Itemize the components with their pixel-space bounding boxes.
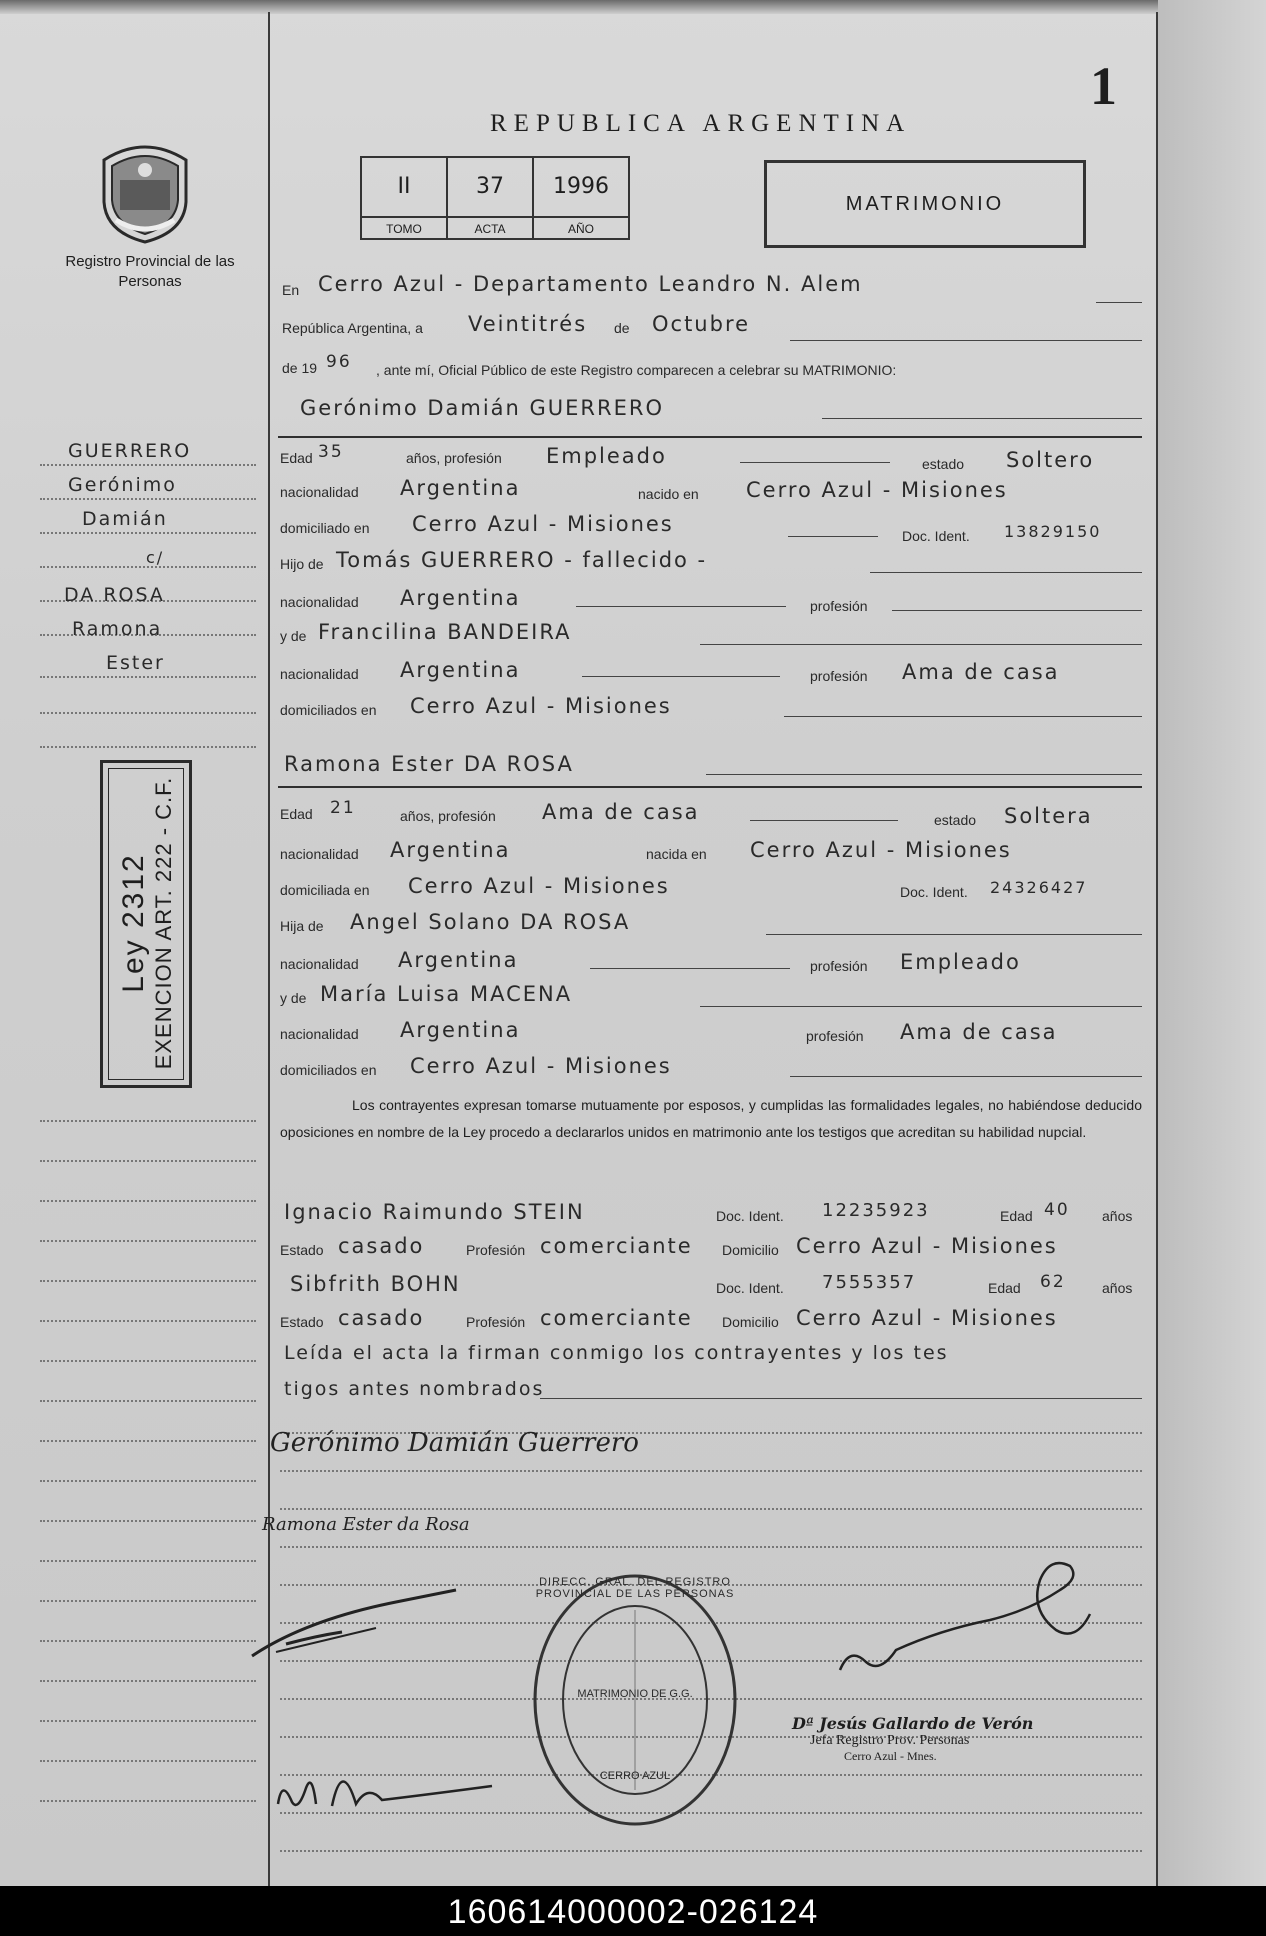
groom-profession: Empleado (546, 444, 667, 468)
bride-father-nac-label: nacionalidad (280, 956, 359, 972)
republic-label: República Argentina, a (282, 320, 423, 336)
acta-value: 37 (476, 174, 504, 199)
ano-label: AÑO (567, 222, 594, 236)
bride-nationality: Argentina (390, 838, 511, 862)
bride-name: Ramona Ester DA ROSA (284, 752, 574, 776)
ley-number: Ley 2312 (117, 853, 150, 993)
bride-mother-prof-label: profesión (806, 1028, 864, 1044)
bride-anos-prof-label: años, profesión (400, 808, 496, 824)
margin-surname-bride: DA ROSA (64, 584, 165, 606)
bride-hija-label: Hija de (280, 918, 324, 934)
tomo-value: II (397, 174, 411, 199)
archive-footer-bar (0, 1886, 1266, 1936)
witness1-domicile: Cerro Azul - Misiones (796, 1234, 1058, 1258)
groom-age: 35 (318, 442, 344, 462)
tomo-cell (362, 158, 448, 238)
witness1-signature-mark (246, 1580, 466, 1680)
groom-birthplace: Cerro Azul - Misiones (746, 478, 1008, 502)
witness2-domicile: Cerro Azul - Misiones (796, 1306, 1058, 1330)
groom-anos-prof-label: años, profesión (406, 450, 502, 466)
witness1-doc: 12235923 (822, 1200, 930, 1221)
witness2-profession: comerciante (540, 1306, 693, 1330)
archive-code: 160614000002-026124 (447, 1893, 819, 1931)
witness1-name: Ignacio Raimundo STEIN (284, 1200, 585, 1224)
margin-middlename-bride: Ester (106, 652, 165, 674)
bride-profession: Ama de casa (542, 800, 700, 824)
groom-estado-label: estado (922, 456, 965, 472)
bride-father: Angel Solano DA ROSA (350, 910, 631, 934)
bride-parents-domicile: Cerro Azul - Misiones (410, 1054, 672, 1078)
witness1-doc-label: Doc. Ident. (716, 1208, 784, 1224)
witness2-estado-label: Estado (280, 1314, 324, 1330)
witness2-doc: 7555357 (822, 1272, 917, 1293)
bride-mother-profession: Ama de casa (900, 1020, 1058, 1044)
bride-father-profession: Empleado (900, 950, 1021, 974)
ley-exemption: EXENCION ART. 222 - C.F. (151, 776, 176, 1070)
place-handwritten: Cerro Azul - Departamento Leandro N. Alem (318, 272, 863, 296)
groom-father-nac-label: nacionalidad (280, 594, 359, 610)
officer-name: Dª Jesús Gallardo de Verón (792, 1714, 1034, 1733)
witness2-dom-label: Domicilio (722, 1314, 779, 1330)
appearance-statement: , ante mí, Oficial Público de este Registro comparecen a celebrar su MATRIMONIO: (376, 362, 897, 378)
groom-parents-domicile: Cerro Azul - Misiones (410, 694, 672, 718)
witness2-estado: casado (338, 1306, 425, 1330)
officer-stamp (792, 1714, 1092, 1764)
bride-age: 21 (330, 798, 356, 818)
groom-father: Tomás GUERRERO - fallecido - (336, 548, 708, 572)
groom-domicile: Cerro Azul - Misiones (412, 512, 674, 536)
margin-firstname-bride: Ramona (72, 618, 163, 640)
witness2-age: 62 (1040, 1272, 1066, 1292)
page-number: 1 (1090, 56, 1117, 116)
record-type-box (764, 160, 1086, 248)
bride-yde-label: y de (280, 990, 307, 1006)
witness1-edad-label: Edad (1000, 1208, 1033, 1224)
en-label: En (282, 282, 300, 298)
right-page-rule (1156, 12, 1158, 1886)
witness2-edad-label: Edad (988, 1280, 1021, 1296)
witness1-profession: comerciante (540, 1234, 693, 1258)
bride-father-prof-label: profesión (810, 958, 868, 974)
de-year-label: de 19 (282, 360, 318, 376)
groom-edad-label: Edad (280, 450, 313, 466)
closing-line-2: tigos antes nombrados (284, 1378, 545, 1400)
witness2-signature-mark (272, 1748, 512, 1828)
bride-parents-dom-label: domiciliados en (280, 1062, 377, 1078)
groom-parents-dom-label: domiciliados en (280, 702, 377, 718)
groom-nationality: Argentina (400, 476, 521, 500)
bride-birthplace: Cerro Azul - Misiones (750, 838, 1012, 862)
tomo-label: TOMO (386, 222, 422, 236)
day-handwritten: Veintitrés (468, 312, 588, 336)
de-label: de (614, 320, 630, 336)
acta-cell (448, 158, 534, 238)
groom-father-nationality: Argentina (400, 586, 521, 610)
groom-mother-profession: Ama de casa (902, 660, 1060, 684)
bride-mother: María Luisa MACENA (320, 982, 573, 1006)
margin-firstname-groom: Gerónimo (68, 474, 177, 496)
record-type: MATRIMONIO (845, 193, 1005, 215)
bride-domicile: Cerro Azul - Misiones (408, 874, 670, 898)
bride-nac-label: nacionalidad (280, 846, 359, 862)
provincial-shield-emblem (96, 140, 194, 244)
bride-mother-nationality: Argentina (400, 1018, 521, 1042)
bride-nacida-label: nacida en (646, 846, 707, 862)
witness1-prof-label: Profesión (466, 1242, 526, 1258)
margin-conjunction: c/ (146, 548, 165, 567)
ley-exemption-stamp (100, 760, 192, 1088)
groom-doc-label: Doc. Ident. (902, 528, 970, 544)
witness2-prof-label: Profesión (466, 1314, 526, 1330)
bride-father-nationality: Argentina (398, 948, 519, 972)
groom-estado: Soltero (1006, 448, 1095, 472)
margin-surname-groom: GUERRERO (68, 440, 192, 462)
ano-value: 1996 (553, 174, 609, 199)
ano-cell (534, 158, 628, 238)
groom-dom-label: domiciliado en (280, 520, 370, 536)
groom-doc: 13829150 (1004, 522, 1102, 541)
tomo-acta-ano-box (360, 156, 630, 240)
margin-middlename-groom: Damián (82, 508, 168, 530)
witness1-estado: casado (338, 1234, 425, 1258)
groom-father-prof-label: profesión (810, 598, 868, 614)
acta-label: ACTA (474, 222, 506, 236)
country-title: REPUBLICA ARGENTINA (490, 110, 912, 137)
scan-edge-shadow (0, 0, 1266, 14)
registry-round-seal (530, 1570, 740, 1830)
groom-signature: Gerónimo Damián Guerrero (270, 1428, 639, 1458)
groom-mother-prof-label: profesión (810, 668, 868, 684)
seal-outer-text: DIRECC. GRAL. DEL REGISTRO PROVINCIAL DE LAS PERSONAS (535, 1576, 735, 1600)
officer-place: Cerro Azul - Mnes. (844, 1749, 937, 1763)
groom-nacido-label: nacido en (638, 486, 699, 502)
bride-mother-nac-label: nacionalidad (280, 1026, 359, 1042)
seal-bottom-text: CERRO AZUL (599, 1770, 671, 1782)
groom-yde-label: y de (280, 628, 307, 644)
month-handwritten: Octubre (652, 312, 751, 336)
groom-nac-label: nacionalidad (280, 484, 359, 500)
witness2-name: Sibfrith BOHN (290, 1272, 461, 1296)
adjacent-page-strip (1158, 0, 1266, 1886)
witness2-doc-label: Doc. Ident. (716, 1280, 784, 1296)
witness2-anos-label: años (1102, 1280, 1133, 1296)
bride-estado: Soltera (1004, 804, 1093, 828)
bride-dom-label: domiciliada en (280, 882, 370, 898)
groom-mother-nationality: Argentina (400, 658, 521, 682)
officer-signature-mark (830, 1550, 1100, 1690)
witness1-estado-label: Estado (280, 1242, 324, 1258)
groom-mother: Francilina BANDEIRA (318, 620, 572, 644)
bride-doc-label: Doc. Ident. (900, 884, 968, 900)
year-handwritten: 96 (326, 352, 352, 372)
bride-edad-label: Edad (280, 806, 313, 822)
closing-line-1: Leída el acta la firman conmigo los contrayentes y los tes (284, 1342, 949, 1364)
officer-title: Jefa Registro Prov. Personas (810, 1733, 970, 1748)
declaration-paragraph: Los contrayentes expresan tomarse mutuamente por esposos, y cumplidas las formalidades legales, no habiéndose deducido oposiciones en nombre de la Ley procedo a declararlos unidos en matrimonio ante los testigos que acreditan su habilidad nupcial. (280, 1097, 1142, 1140)
seal-inner-text: MATRIMONIO DE G.G. (577, 1688, 693, 1700)
witness1-dom-label: Domicilio (722, 1242, 779, 1258)
bride-signature: Ramona Ester da Rosa (262, 1514, 470, 1535)
groom-hijo-label: Hijo de (280, 556, 324, 572)
bride-doc: 24326427 (990, 878, 1088, 897)
bride-estado-label: estado (934, 812, 977, 828)
witness1-age: 40 (1044, 1200, 1070, 1220)
groom-mother-nac-label: nacionalidad (280, 666, 359, 682)
witness1-anos-label: años (1102, 1208, 1133, 1224)
registry-name: Registro Provincial de las Personas (65, 253, 235, 290)
groom-name: Gerónimo Damián GUERRERO (300, 396, 665, 420)
